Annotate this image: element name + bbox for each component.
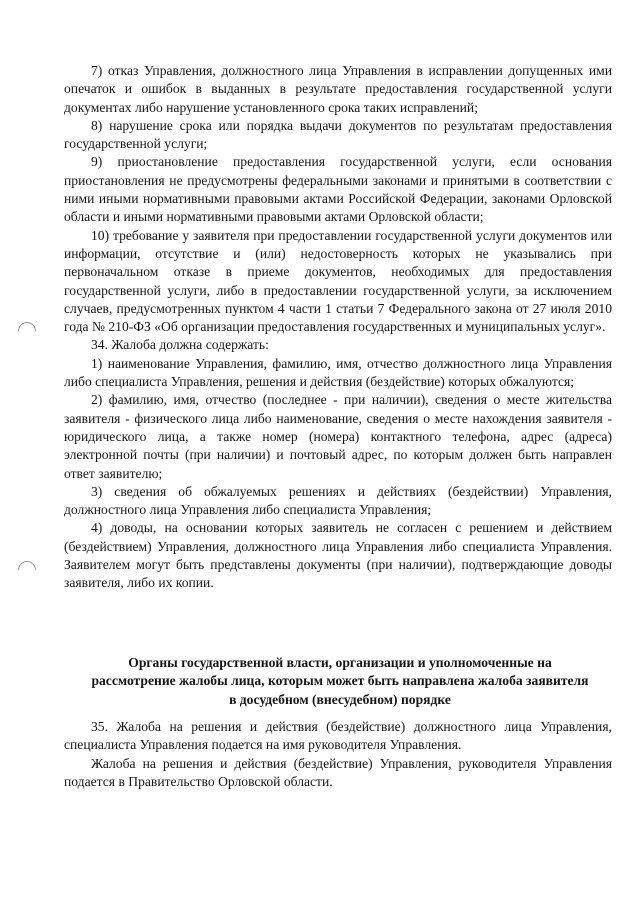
paragraph-clause-35: 35. Жалоба на решения и действия (бездействие) должностного лица Управления, специалиста Управления подается на имя руководителя Управления. <box>64 719 612 753</box>
section-heading: Органы государственной власти, организации и уполномоченные на рассмотрение жалобы лица, которым может быть направлена жалоба заявителя в досудебном (внесудебном) порядке <box>91 655 589 707</box>
paragraph-complaint-item-2: 2) фамилию, имя, отчество (последнее - при наличии), сведения о месте жительства заявителя - физического лица либо наименование, сведения о месте нахождения заявителя - юридического лица, а также номер (номера) контактного телефона, адрес (адреса) электронной почты (при наличии) и почтовый адрес, по которым должен быть направлен ответ заявителю; <box>64 392 612 481</box>
paragraph-complaint-item-1: 1) наименование Управления, фамилию, имя, отчество должностного лица Управления либо специалиста Управления, решения и действия (бездействие) которых обжалуются; <box>64 355 612 390</box>
paragraph-complaint-government: Жалоба на решения и действия (бездействие) Управления, руководителя Управления подается в Правительство Орловской области. <box>64 755 612 789</box>
body-text-bottom <box>64 718 612 791</box>
body-text-top <box>64 62 612 593</box>
paragraph-complaint-item-4: 4) доводы, на основании которых заявитель не согласен с решением и действием (бездействием) Управления, должностного лица Управления либо специалиста Управления. Заявителем могут быть представлены документы (при наличии), подтверждающие доводы заявителя, либо их копии. <box>64 520 612 591</box>
paragraph-item-9: 9) приостановление предоставления государственной услуги, если основания приостановления не предусмотрены федеральными законами и принятыми в соответствии с ними иными нормативными правовыми актами Российской Федерации, законами Орловской области и иными нормативными правовыми актами Орловской области; <box>64 154 612 225</box>
paragraph-item-8: 8) нарушение срока или порядка выдачи документов по результатам предоставления государственной услуги; <box>64 117 612 152</box>
punch-hole-mark <box>14 318 39 343</box>
paragraph-complaint-item-3: 3) сведения об обжалуемых решениях и действиях (бездействии) Управления, должностного лица Управления либо специалиста Управления; <box>64 483 612 518</box>
paragraph-item-7: 7) отказ Управления, должностного лица Управления в исправлении допущенных ими опечаток и ошибок в выданных в результате предоставления государственной услуги документах либо нарушение установленного срока таких исправлений; <box>64 63 612 115</box>
paragraph-item-10: 10) требование у заявителя при предоставлении государственной услуги документов или информации, отсутствие и (или) недостоверность которых не указывались при первоначальном отказе в приеме документов, необходимых для предоставления государственной услуги, либо в предоставлении государственной услуги, за исключением случаев, предусмотренных пунктом 4 части 1 статьи 7 Федерального закона от 27 июля 2010 года № 210-ФЗ «Об организации предоставления государственных и муниципальных услуг». <box>64 227 612 335</box>
paragraph-clause-34: 34. Жалоба должна содержать: <box>91 337 269 353</box>
punch-hole-mark <box>14 557 39 582</box>
